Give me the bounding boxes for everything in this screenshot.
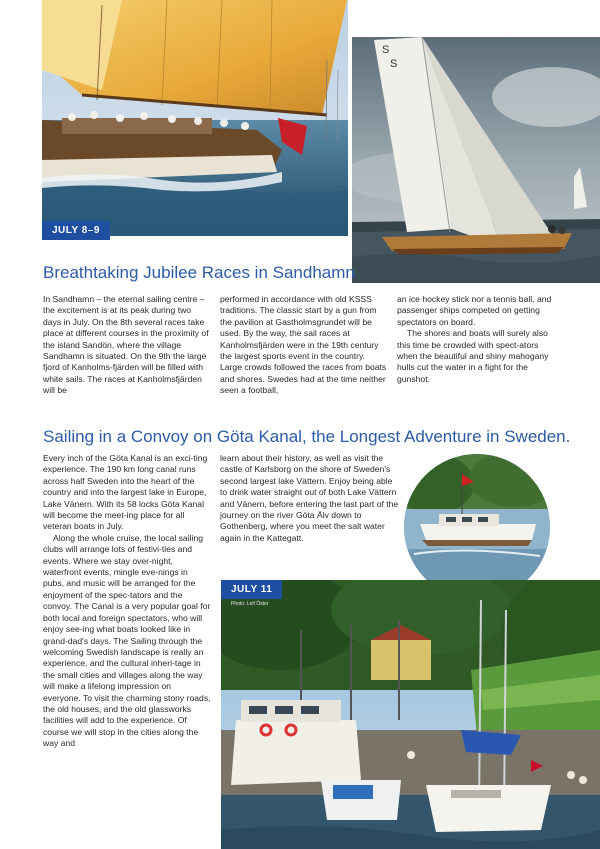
jubilee-col-1 [43,294,211,397]
photo-classic-yacht [42,0,348,236]
jubilee-col-2 [220,294,388,397]
paragraph: an ice hockey stick nor a tennis ball, and passenger ships competed on getting spectators on board. [397,294,552,327]
date-tag-july-11: JULY 11 [221,580,282,599]
paragraph: learn about their history, as well as visit the castle of Karlsborg on the shore of Sweden's second largest lake Vättern. Enjoy being able to drink water straight out of both Lake Vättern and Vänern, before entering the last part of the journey on the river Göta Älv down to Gothenberg, where you meet the salt water again in the Kattegatt. [220,453,399,543]
photo-credit: Photo: Leif Öster [231,601,269,607]
gota-kanal-col-1 [43,453,211,750]
paragraph: Every inch of the Göta Kanal is an exci-ting experience. The 190 km long canal runs across half Sweden into the heart of the country and into the largest lake in Europe, Lake Vänern. With its 58 locks Göta Kanal will become the meet-ing place for all veteran boats in July. [43,453,208,532]
svg-text:S: S [390,58,398,70]
paragraph: The shores and boats will surely also this time be crowded with spect-ators when the beautiful and shiny mahogany hulls cut the water in a fight for the gunshot. [397,328,549,384]
svg-text:S: S [382,44,390,56]
photo-white-sailboat [349,34,600,283]
photo-round-motorboat [404,454,550,600]
photo-canal-lock [221,580,600,849]
paragraph: In Sandhamn – the eternal sailing centre – the excitement is at its peak during two days in July. On the 8th several races take place at different courses in the proximity of the island Sandön, where the village Sandhamn is situated. On the 9th the large fjord of Kanholms-fjärden will be filled with white sails. The races at Kanholmsfjärden will be [43,294,209,396]
heading-jubilee-races: Breathtaking Jubilee Races in Sandhamn [43,263,355,282]
heading-gota-kanal: Sailing in a Convoy on Göta Kanal, the Longest Adventure in Sweden. [43,427,571,446]
paragraph: performed in accordance with old KSSS traditions. The classic start by a gun from the pavilion at Gastholmsgrundet will be used. By the way, the sail races at Kanholmsfjärden were in the 19th century the largest sports event in the country. Large crowds followed the races from boats and shores. Swedes had at the time neither seen a football, [220,294,387,396]
gota-kanal-col-2 [220,453,400,544]
jubilee-col-3 [397,294,557,385]
date-tag-july-8-9: JULY 8–9 [42,221,110,240]
paragraph: Along the whole cruise, the local sailing clubs will arrange lots of festivi-ties and events. Where we stay over-night, waterfront events, mingle eve-nings in pubs, and music will be arranged for the enjoyment of the spec-tators and the convoy. The Canal is a very popular goal for both local and foreign spectators, who will enjoy see-ing what boats looked like in grand-dad's days. The Sailing through the welcoming Swedish landscape is really an experience, and the cultural inheri-tage in the small cities and villages along the way will make a lifelong impression on everyone. To visit the charming stony roads, the old houses, and the old glassworks facilities will add to the experience. Of course we will stop in the cities along the way and [43,532,211,749]
